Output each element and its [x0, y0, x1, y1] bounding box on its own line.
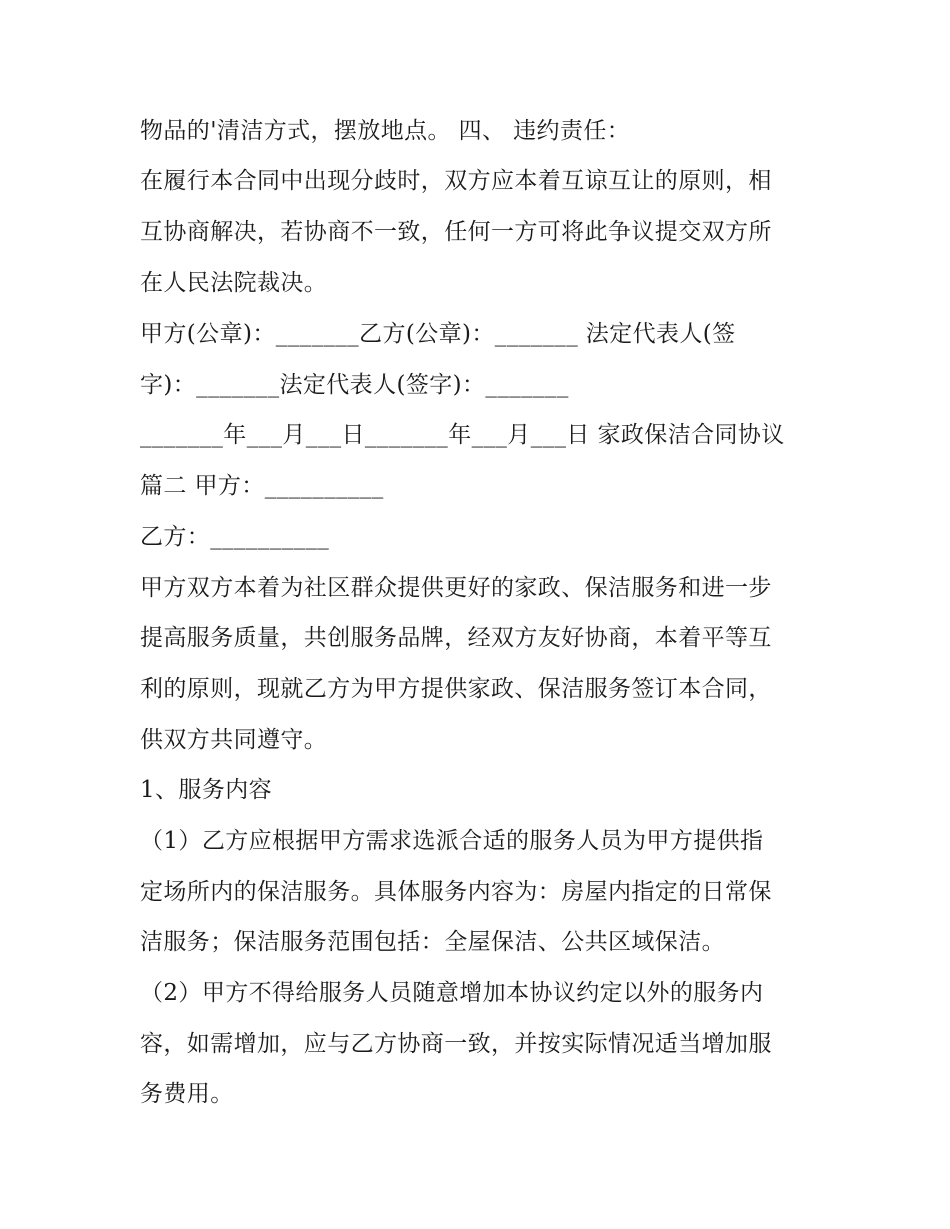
- text-line: 篇二 甲方：__________: [140, 473, 384, 499]
- text-line: 容，如需增加，应与乙方协商一致，并按实际情况适当增加服: [140, 1031, 772, 1057]
- text-line: _______年___月___日_______年___月___日 家政保洁合同协议: [140, 422, 785, 448]
- text-line: 物品的'清洁方式，摆放地点。 四、 违约责任：: [140, 118, 631, 144]
- text-line: 供双方共同遵守。: [140, 727, 328, 753]
- text-line: 甲方(公章)：_______乙方(公章)：_______ 法定代表人(签: [140, 321, 736, 347]
- text-line: 定场所内的保洁服务。具体服务内容为：房屋内指定的日常保: [140, 879, 772, 905]
- text-line: （2）甲方不得给服务人员随意增加本协议约定以外的服务内: [140, 980, 764, 1006]
- text-line: 乙方：__________: [140, 524, 330, 550]
- text-line: 互协商解决，若协商不一致，任何一方可将此争议提交双方所: [140, 219, 772, 245]
- text-line: 务费用。: [140, 1081, 234, 1107]
- text-line: 甲方双方本着为社区群众提供更好的家政、保洁服务和进一步: [140, 575, 772, 601]
- text-line: 洁服务；保洁服务范围包括：全屋保洁、公共区域保洁。: [140, 929, 725, 955]
- text-line: 在履行本合同中出现分歧时，双方应本着互谅互让的原则，相: [140, 168, 772, 194]
- section-heading: 1、服务内容: [140, 777, 273, 803]
- text-line: 利的原则，现就乙方为甲方提供家政、保洁服务签订本合同，: [140, 676, 772, 702]
- text-line: 字)：_______法定代表人(签字)：_______: [140, 372, 569, 398]
- text-line: 在人民法院裁决。: [140, 270, 328, 296]
- text-line: 提高服务质量，共创服务品牌，经双方友好协商，本着平等互: [140, 625, 772, 651]
- text-line: （1）乙方应根据甲方需求选派合适的服务人员为甲方提供指: [140, 828, 764, 854]
